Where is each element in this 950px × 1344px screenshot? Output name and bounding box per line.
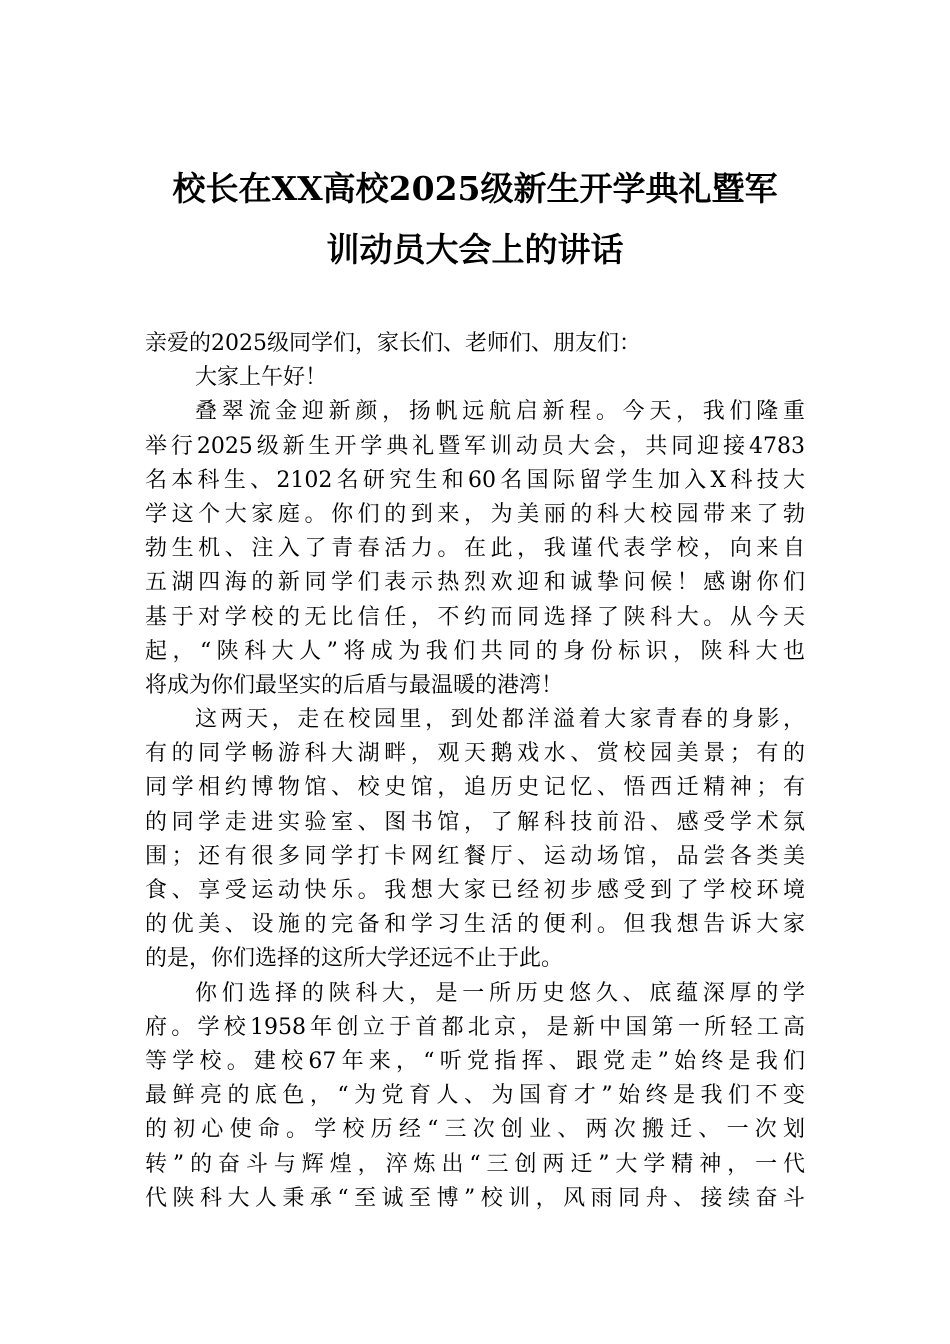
document-title [145,158,805,280]
title-line-1: 校长在XX高校2025级新生开学典礼暨军 [172,169,778,208]
paragraph-1-line: 将成为你们最坚实的后盾与最温暖的港湾！ [145,672,564,698]
paragraph-3-line: 转”的奋斗与辉煌，淬炼出“三创两迁”大学精神，一代 [145,1151,805,1177]
paragraph-2-line: 有的同学畅游科大湖畔，观天鹅戏水、赏校园美景；有的 [145,741,805,767]
paragraph-1-line: 学这个大家庭。你们的到来，为美丽的科大校园带来了勃 [145,501,805,527]
paragraph-1-line: 勃生机、注入了青春活力。在此，我谨代表学校，向来自 [145,536,805,562]
greeting-line: 大家上午好！ [195,365,328,391]
title-line-2: 训动员大会上的讲话 [326,230,624,269]
paragraph-2-line: 的是，你们选择的这所大学还远不止于此。 [145,946,564,972]
paragraph-2-line: 的优美、设施的完备和学习生活的便利。但我想告诉大家 [145,912,805,938]
paragraph-3-line: 你们选择的陕科大，是一所历史悠久、底蕴深厚的学 [195,980,805,1006]
paragraph-2-line: 同学相约博物馆、校史馆，追历史记忆、悟西迁精神；有 [145,775,805,801]
paragraph-1-line: 叠翠流金迎新颜，扬帆远航启新程。今天，我们隆重 [195,399,805,425]
paragraph-2-line: 这两天，走在校园里，到处都洋溢着大家青春的身影， [195,707,805,733]
paragraph-3-line: 代陕科大人秉承“至诚至博”校训，风雨同舟、接续奋斗 [145,1185,805,1211]
paragraph-1-line: 基于对学校的无比信任，不约而同选择了陕科大。从今天 [145,604,805,630]
paragraph-3-line: 等学校。建校67年来，“听党指挥、跟党走”始终是我们 [145,1048,805,1074]
salutation-line: 亲爱的2025级同学们，家长们、老师们、朋友们： [145,331,641,356]
paragraph-2-line: 的同学走进实验室、图书馆，了解科技前沿、感受学术氛 [145,809,805,835]
document-body [145,327,805,1216]
paragraph-2-line: 食、享受运动快乐。我想大家已经初步感受到了学校环境 [145,878,805,903]
paragraph-3-line: 府。学校1958年创立于首都北京，是新中国第一所轻工高 [145,1014,805,1040]
paragraph-3-line: 最鲜亮的底色，“为党育人、为国育才”始终是我们不变 [145,1083,805,1109]
paragraph-1-line: 五湖四海的新同学们表示热烈欢迎和诚挚问候！感谢你们 [145,570,805,596]
paragraph-2-line: 围；还有很多同学打卡网红餐厅、运动场馆，品尝各类美 [145,843,805,869]
paragraph-1-line: 起，“陕科大人”将成为我们共同的身份标识，陕科大也 [145,638,805,664]
paragraph-3-line: 的初心使命。学校历经“三次创业、两次搬迁、一次划 [145,1117,805,1143]
paragraph-1-line: 名本科生、2102名研究生和60名国际留学生加入X科技大 [145,467,805,493]
paragraph-1-line: 举行2025级新生开学典礼暨军训动员大会，共同迎接4783 [145,433,805,459]
